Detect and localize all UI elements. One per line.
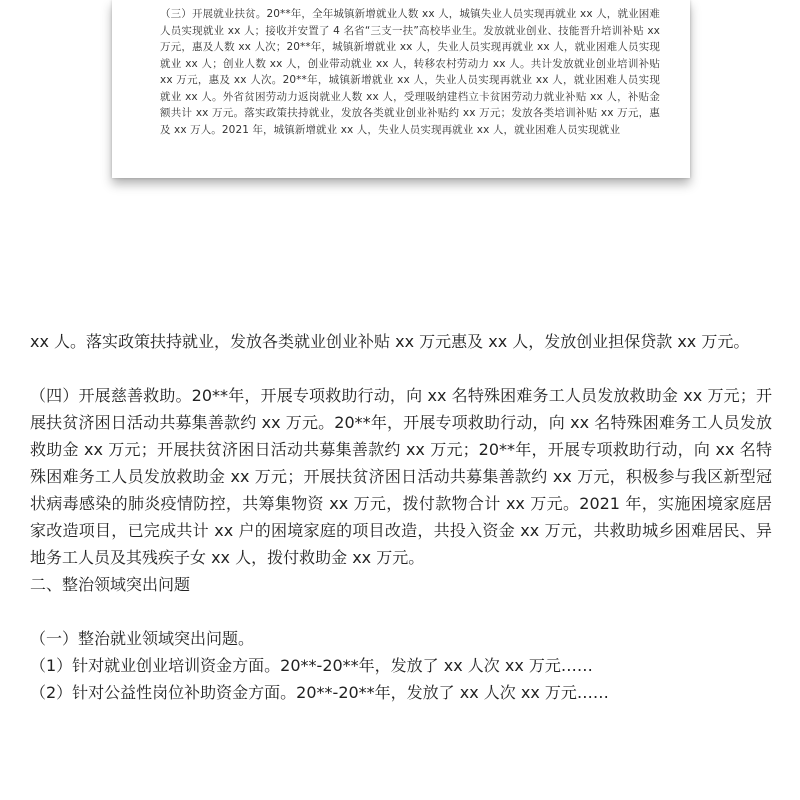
list-item: （2）针对公益性岗位补助资金方面。20**-20**年，发放了 xx 人次 xx 万元…… [30,683,609,702]
watermark [148,220,186,266]
paragraph-gap [30,355,772,382]
paragraph-policy-support: xx 人。落实政策扶持就业，发放各类就业创业补贴 xx 万元惠及 xx 人，发放创业担保贷款 xx 万元。 [30,332,750,351]
section-heading: 二、整治领域突出问题 [30,575,191,594]
subsection-heading: （一）整治就业领域突出问题。 [30,629,255,648]
preview-paragraph: （三）开展就业扶贫。20**年，全年城镇新增就业人数 xx 人，城镇失业人员实现再就业 xx 人，就业困难人员实现就业 xx 人；接收并安置了 4 名省“三支一扶”高校毕业生。发放就业创业、技能晋升培训补贴 xx 万元，惠及人数 xx 人次；20**年，城镇新增就业 xx 人，失业人员实现再就业 xx 人，就业困难人员实现就业 xx 人；创业人数 xx 人，创业带动就业 xx 人，转移农村劳动力 xx 人。共计发放就业创业培训补贴 xx 万元，惠及 xx 人次。20**年，城镇新增就业 xx 人，失业人员实现再就业 xx 人，就业困难人员实现就业 xx 人。外省贫困劳动力返岗就业人数 xx 人，受理吸纳建档立卡贫困劳动力就业补贴 xx 人，补贴金额共计 xx 万元。落实政策扶持就业，发放各类就业创业补贴约 xx 万元；发放各类培训补贴 xx 万元，惠及 xx 万人。2021 年，城镇新增就业 xx 人，失业人员实现再就业 xx 人，就业困难人员实现就业 [160,8,660,136]
list-item: （1）针对就业创业培训资金方面。20**-20**年，发放了 xx 人次 xx 万元…… [30,656,593,675]
document-preview-card [112,0,690,178]
document-body [30,328,772,706]
paragraph-charity-relief: （四）开展慈善救助。20**年，开展专项救助行动，向 xx 名特殊困难务工人员发放救助金 xx 万元；开展扶贫济困日活动共募集善款约 xx 万元。20**年，开展专项救助行动，向 xx 名特殊困难务工人员发放救助金 xx 万元；开展扶贫济困日活动共募集善款约 xx 万元；20**年，开展专项救助行动，向 xx 名特殊困难务工人员发放救助金 xx 万元；开展扶贫济困日活动共募集善款约 xx 万元，积极参与我区新型冠状病毒感染的肺炎疫情防控，共筹集物资 xx 万元，拨付款物合计 xx 万元。2021 年，实施困境家庭居家改造项目，已完成共计 xx 户的困境家庭的项目改造，共投入资金 xx 万元，共救助城乡困难居民、异地务工人员及其残疾子女 xx 人，拨付救助金 xx 万元。 [30,386,772,567]
paragraph-gap [30,598,772,625]
